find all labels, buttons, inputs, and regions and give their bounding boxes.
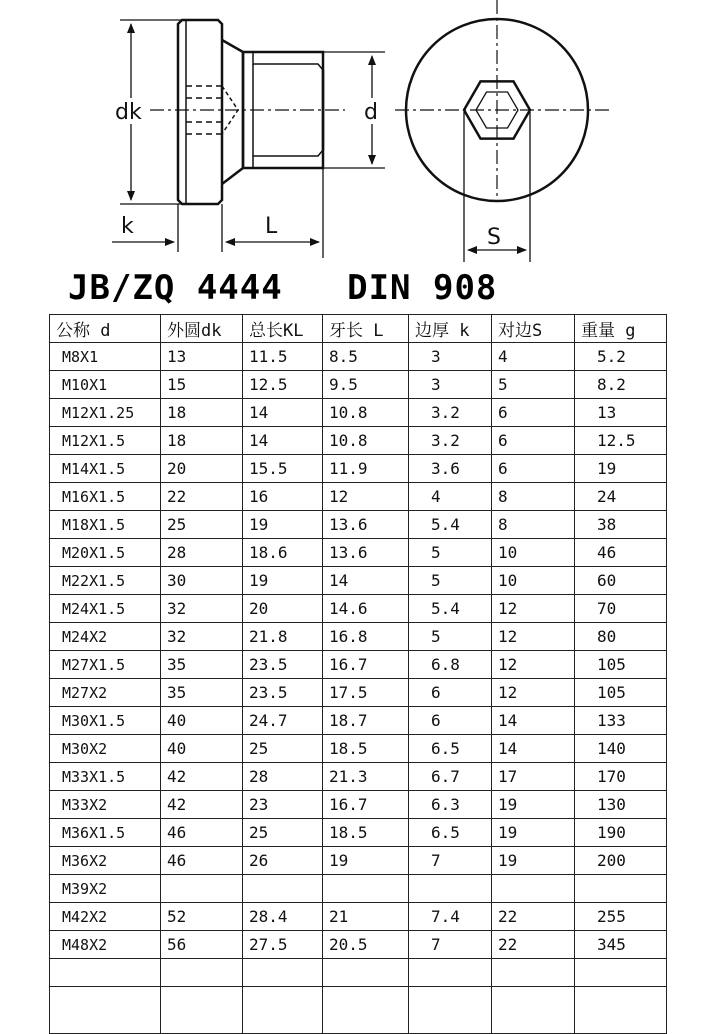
table-row bbox=[50, 987, 667, 1034]
cell-head-thickness: 6.5 bbox=[409, 735, 492, 763]
cell-head-diameter: 20 bbox=[161, 455, 243, 483]
cell-total-length: 14 bbox=[243, 399, 323, 427]
cell-head-diameter: 30 bbox=[161, 567, 243, 595]
table-row bbox=[50, 875, 667, 903]
cell-across-flats: 17 bbox=[492, 763, 575, 791]
cell-head-thickness: 7 bbox=[409, 847, 492, 875]
table-row bbox=[50, 903, 667, 931]
cell-head-thickness: 3.2 bbox=[409, 427, 492, 455]
cell-head-thickness: 5 bbox=[409, 539, 492, 567]
cell-head-thickness: 6.5 bbox=[409, 819, 492, 847]
cell-head-diameter: 25 bbox=[161, 511, 243, 539]
table-row bbox=[50, 343, 667, 371]
table-row bbox=[50, 735, 667, 763]
cell-weight: 130 bbox=[575, 791, 667, 819]
table-row bbox=[50, 679, 667, 707]
cell-head-thickness: 3.6 bbox=[409, 455, 492, 483]
cell-head-diameter bbox=[161, 987, 243, 1034]
cell-head-diameter: 32 bbox=[161, 623, 243, 651]
cell-total-length: 28.4 bbox=[243, 903, 323, 931]
cell-total-length: 19 bbox=[243, 567, 323, 595]
cell-thread-length: 21.3 bbox=[323, 763, 409, 791]
cell-weight: 140 bbox=[575, 735, 667, 763]
cell-across-flats bbox=[492, 959, 575, 987]
cell-head-thickness: 3.2 bbox=[409, 399, 492, 427]
cell-thread-length: 17.5 bbox=[323, 679, 409, 707]
header-thread-length: 牙长 L bbox=[323, 315, 409, 343]
cell-nominal: M48X2 bbox=[50, 931, 161, 959]
cell-thread-length: 18.5 bbox=[323, 819, 409, 847]
cell-head-diameter: 46 bbox=[161, 819, 243, 847]
table-row bbox=[50, 651, 667, 679]
plug-side-view bbox=[178, 20, 323, 204]
table-body bbox=[50, 343, 667, 1034]
cell-total-length: 25 bbox=[243, 735, 323, 763]
cell-head-diameter: 40 bbox=[161, 707, 243, 735]
cell-thread-length: 14.6 bbox=[323, 595, 409, 623]
table-row bbox=[50, 707, 667, 735]
cell-weight: 80 bbox=[575, 623, 667, 651]
cell-nominal bbox=[50, 959, 161, 987]
cell-across-flats: 6 bbox=[492, 455, 575, 483]
cell-total-length: 19 bbox=[243, 511, 323, 539]
cell-weight: 105 bbox=[575, 679, 667, 707]
cell-thread-length: 16.7 bbox=[323, 651, 409, 679]
table-row bbox=[50, 623, 667, 651]
cell-nominal: M10X1 bbox=[50, 371, 161, 399]
cell-across-flats: 22 bbox=[492, 931, 575, 959]
cell-weight: 105 bbox=[575, 651, 667, 679]
cell-total-length: 16 bbox=[243, 483, 323, 511]
table-row bbox=[50, 511, 667, 539]
table-row bbox=[50, 483, 667, 511]
table-row bbox=[50, 427, 667, 455]
cell-across-flats: 4 bbox=[492, 343, 575, 371]
cell-total-length: 23.5 bbox=[243, 679, 323, 707]
cell-head-diameter: 13 bbox=[161, 343, 243, 371]
cell-thread-length: 16.7 bbox=[323, 791, 409, 819]
cell-weight: 46 bbox=[575, 539, 667, 567]
cell-thread-length: 13.6 bbox=[323, 511, 409, 539]
cell-nominal: M12X1.25 bbox=[50, 399, 161, 427]
S-label: S bbox=[487, 225, 501, 250]
cell-thread-length: 10.8 bbox=[323, 399, 409, 427]
cell-head-diameter: 22 bbox=[161, 483, 243, 511]
cell-total-length: 18.6 bbox=[243, 539, 323, 567]
cell-head-diameter bbox=[161, 875, 243, 903]
cell-across-flats bbox=[492, 987, 575, 1034]
spec-table bbox=[49, 314, 667, 1034]
cell-thread-length: 18.7 bbox=[323, 707, 409, 735]
header-across-flats: 对边S bbox=[492, 315, 575, 343]
cell-head-thickness: 5.4 bbox=[409, 595, 492, 623]
cell-head-diameter: 18 bbox=[161, 399, 243, 427]
cell-across-flats: 5 bbox=[492, 371, 575, 399]
cell-head-thickness: 6 bbox=[409, 707, 492, 735]
cell-across-flats: 6 bbox=[492, 399, 575, 427]
cell-across-flats: 22 bbox=[492, 903, 575, 931]
cell-nominal: M39X2 bbox=[50, 875, 161, 903]
cell-total-length: 24.7 bbox=[243, 707, 323, 735]
table-row bbox=[50, 819, 667, 847]
header-total-length: 总长KL bbox=[243, 315, 323, 343]
cell-weight bbox=[575, 987, 667, 1034]
cell-total-length: 20 bbox=[243, 595, 323, 623]
table-row bbox=[50, 399, 667, 427]
cell-head-thickness bbox=[409, 959, 492, 987]
cell-nominal: M27X2 bbox=[50, 679, 161, 707]
cell-head-thickness: 7.4 bbox=[409, 903, 492, 931]
cell-across-flats: 14 bbox=[492, 707, 575, 735]
plug-technical-drawing bbox=[0, 0, 721, 270]
table-row bbox=[50, 931, 667, 959]
cell-head-thickness: 3 bbox=[409, 343, 492, 371]
cell-nominal: M27X1.5 bbox=[50, 651, 161, 679]
cell-across-flats: 6 bbox=[492, 427, 575, 455]
cell-thread-length bbox=[323, 987, 409, 1034]
cell-nominal bbox=[50, 987, 161, 1034]
d-label: d bbox=[364, 100, 378, 125]
header-head-diameter: 外圆dk bbox=[161, 315, 243, 343]
header-weight: 重量 g bbox=[575, 315, 667, 343]
cell-head-thickness: 6.8 bbox=[409, 651, 492, 679]
cell-nominal: M16X1.5 bbox=[50, 483, 161, 511]
cell-head-thickness: 5 bbox=[409, 623, 492, 651]
cell-weight: 70 bbox=[575, 595, 667, 623]
cell-weight: 200 bbox=[575, 847, 667, 875]
cell-weight: 345 bbox=[575, 931, 667, 959]
cell-weight bbox=[575, 959, 667, 987]
cell-head-diameter: 42 bbox=[161, 791, 243, 819]
cell-weight: 60 bbox=[575, 567, 667, 595]
header-nominal: 公称 d bbox=[50, 315, 161, 343]
k-L-dimensions bbox=[112, 168, 323, 258]
cell-head-thickness bbox=[409, 875, 492, 903]
cell-across-flats bbox=[492, 875, 575, 903]
cell-head-thickness: 5 bbox=[409, 567, 492, 595]
cell-nominal: M36X1.5 bbox=[50, 819, 161, 847]
cell-weight: 38 bbox=[575, 511, 667, 539]
cell-weight: 133 bbox=[575, 707, 667, 735]
cell-total-length: 28 bbox=[243, 763, 323, 791]
cell-nominal: M30X1.5 bbox=[50, 707, 161, 735]
cell-head-thickness: 3 bbox=[409, 371, 492, 399]
cell-head-diameter: 40 bbox=[161, 735, 243, 763]
cell-thread-length: 8.5 bbox=[323, 343, 409, 371]
cell-head-diameter: 15 bbox=[161, 371, 243, 399]
cell-total-length: 21.8 bbox=[243, 623, 323, 651]
cell-thread-length: 10.8 bbox=[323, 427, 409, 455]
cell-head-diameter: 32 bbox=[161, 595, 243, 623]
dk-label: dk bbox=[115, 100, 142, 125]
cell-head-diameter: 35 bbox=[161, 679, 243, 707]
cell-thread-length: 12 bbox=[323, 483, 409, 511]
cell-total-length: 23.5 bbox=[243, 651, 323, 679]
cell-total-length: 12.5 bbox=[243, 371, 323, 399]
header-head-thickness: 边厚 k bbox=[409, 315, 492, 343]
cell-total-length: 25 bbox=[243, 819, 323, 847]
cell-head-diameter: 28 bbox=[161, 539, 243, 567]
cell-total-length: 23 bbox=[243, 791, 323, 819]
cell-nominal: M30X2 bbox=[50, 735, 161, 763]
cell-head-thickness: 6 bbox=[409, 679, 492, 707]
cell-across-flats: 19 bbox=[492, 791, 575, 819]
cell-nominal: M24X1.5 bbox=[50, 595, 161, 623]
cell-total-length bbox=[243, 875, 323, 903]
cell-across-flats: 8 bbox=[492, 511, 575, 539]
cell-thread-length: 9.5 bbox=[323, 371, 409, 399]
table-row bbox=[50, 959, 667, 987]
table-row bbox=[50, 791, 667, 819]
table-row bbox=[50, 567, 667, 595]
cell-head-thickness: 7 bbox=[409, 931, 492, 959]
cell-head-diameter: 56 bbox=[161, 931, 243, 959]
cell-thread-length: 14 bbox=[323, 567, 409, 595]
cell-weight: 13 bbox=[575, 399, 667, 427]
cell-nominal: M20X1.5 bbox=[50, 539, 161, 567]
L-label: L bbox=[265, 214, 278, 239]
cell-nominal: M22X1.5 bbox=[50, 567, 161, 595]
cell-weight: 12.5 bbox=[575, 427, 667, 455]
cell-across-flats: 10 bbox=[492, 539, 575, 567]
table-row bbox=[50, 595, 667, 623]
cell-thread-length: 13.6 bbox=[323, 539, 409, 567]
cell-head-thickness: 5.4 bbox=[409, 511, 492, 539]
cell-thread-length: 16.8 bbox=[323, 623, 409, 651]
table-row bbox=[50, 371, 667, 399]
cell-across-flats: 19 bbox=[492, 819, 575, 847]
cell-nominal: M14X1.5 bbox=[50, 455, 161, 483]
k-label: k bbox=[121, 214, 134, 239]
cell-across-flats: 8 bbox=[492, 483, 575, 511]
cell-nominal: M24X2 bbox=[50, 623, 161, 651]
cell-head-diameter: 46 bbox=[161, 847, 243, 875]
cell-nominal: M33X1.5 bbox=[50, 763, 161, 791]
cell-total-length bbox=[243, 987, 323, 1034]
cell-head-diameter: 35 bbox=[161, 651, 243, 679]
cell-head-thickness bbox=[409, 987, 492, 1034]
cell-nominal: M12X1.5 bbox=[50, 427, 161, 455]
cell-weight: 19 bbox=[575, 455, 667, 483]
table-header-row bbox=[50, 315, 667, 343]
cell-nominal: M42X2 bbox=[50, 903, 161, 931]
cell-nominal: M36X2 bbox=[50, 847, 161, 875]
cell-thread-length bbox=[323, 959, 409, 987]
cell-across-flats: 19 bbox=[492, 847, 575, 875]
cell-thread-length bbox=[323, 875, 409, 903]
cell-total-length: 11.5 bbox=[243, 343, 323, 371]
table-row bbox=[50, 539, 667, 567]
cell-thread-length: 21 bbox=[323, 903, 409, 931]
cell-across-flats: 12 bbox=[492, 651, 575, 679]
cell-head-diameter bbox=[161, 959, 243, 987]
cell-weight: 5.2 bbox=[575, 343, 667, 371]
cell-thread-length: 20.5 bbox=[323, 931, 409, 959]
cell-thread-length: 19 bbox=[323, 847, 409, 875]
cell-head-diameter: 52 bbox=[161, 903, 243, 931]
table-row bbox=[50, 847, 667, 875]
cell-weight: 190 bbox=[575, 819, 667, 847]
cell-total-length: 15.5 bbox=[243, 455, 323, 483]
cell-head-thickness: 6.7 bbox=[409, 763, 492, 791]
table-row bbox=[50, 455, 667, 483]
cell-across-flats: 12 bbox=[492, 623, 575, 651]
cell-head-diameter: 18 bbox=[161, 427, 243, 455]
cell-head-diameter: 42 bbox=[161, 763, 243, 791]
cell-nominal: M8X1 bbox=[50, 343, 161, 371]
table-row bbox=[50, 763, 667, 791]
cell-thread-length: 11.9 bbox=[323, 455, 409, 483]
cell-total-length bbox=[243, 959, 323, 987]
cell-weight bbox=[575, 875, 667, 903]
cell-total-length: 26 bbox=[243, 847, 323, 875]
cell-head-thickness: 4 bbox=[409, 483, 492, 511]
cell-total-length: 27.5 bbox=[243, 931, 323, 959]
cell-thread-length: 18.5 bbox=[323, 735, 409, 763]
cell-weight: 170 bbox=[575, 763, 667, 791]
standard-title: JB/ZQ 4444 DIN 908 bbox=[68, 268, 498, 308]
cell-weight: 255 bbox=[575, 903, 667, 931]
cell-across-flats: 12 bbox=[492, 595, 575, 623]
cell-total-length: 14 bbox=[243, 427, 323, 455]
cell-head-thickness: 6.3 bbox=[409, 791, 492, 819]
cell-nominal: M18X1.5 bbox=[50, 511, 161, 539]
cell-across-flats: 10 bbox=[492, 567, 575, 595]
cell-across-flats: 12 bbox=[492, 679, 575, 707]
cell-across-flats: 14 bbox=[492, 735, 575, 763]
cell-nominal: M33X2 bbox=[50, 791, 161, 819]
cell-weight: 8.2 bbox=[575, 371, 667, 399]
cell-weight: 24 bbox=[575, 483, 667, 511]
